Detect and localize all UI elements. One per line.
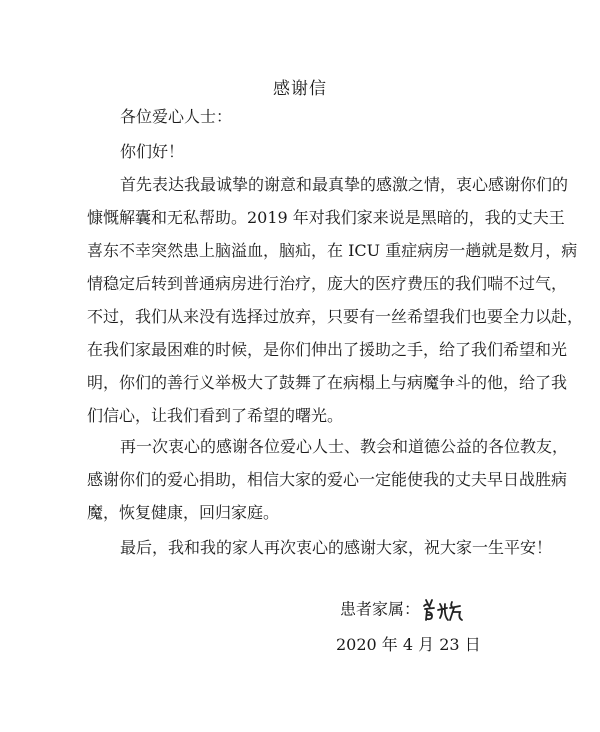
signature-label: 患者家属： bbox=[340, 599, 421, 619]
greeting: 你们好！ bbox=[120, 142, 185, 161]
paragraph-line: 明，你们的善行义举极大了鼓舞了在病榻上与病魔争斗的他，给了我 bbox=[87, 373, 568, 392]
paragraph-line: 慷慨解囊和无私帮助。2019 年对我们家来说是黑暗的，我的丈夫王 bbox=[87, 208, 565, 227]
signature-row bbox=[340, 596, 500, 624]
salutation: 各位爱心人士： bbox=[120, 107, 233, 126]
handwritten-signature bbox=[420, 596, 500, 624]
paragraph-line: 再一次衷心的感谢各位爱心人士、教会和道德公益的各位教友， bbox=[120, 437, 569, 456]
paragraph-line: 不过，我们从来没有选择过放弃，只要有一丝希望我们也要全力以赴， bbox=[87, 307, 584, 326]
paragraph-line: 喜东不幸突然患上脑溢血，脑疝，在 ICU 重症病房一趟就是数月，病 bbox=[87, 241, 578, 260]
paragraph-again bbox=[87, 430, 569, 529]
paragraph-line: 魔，恢复健康，回归家庭。 bbox=[87, 503, 280, 522]
paragraph-line: 最后，我和我的家人再次衷心的感谢大家，祝大家一生平安！ bbox=[120, 538, 553, 557]
letter-title: 感谢信 bbox=[273, 79, 327, 99]
paragraph-final bbox=[87, 531, 553, 564]
letter-date: 2020 年 4 月 23 日 bbox=[336, 635, 481, 654]
paragraph-line: 首先表达我最诚挚的谢意和最真挚的感激之情，衷心感谢你们的 bbox=[120, 175, 569, 194]
paragraph-line: 在我们家最困难的时候，是你们伸出了援助之手，给了我们希望和光 bbox=[87, 340, 568, 359]
paragraph-thanks bbox=[87, 168, 584, 432]
paragraph-line: 感谢你们的爱心捐助，相信大家的爱心一定能使我的丈夫早日战胜病 bbox=[87, 470, 568, 489]
paragraph-line: 情稳定后转到普通病房进行治疗，庞大的医疗费压的我们喘不过气， bbox=[87, 274, 568, 293]
paragraph-line: 们信心，让我们看到了希望的曙光。 bbox=[87, 406, 344, 425]
